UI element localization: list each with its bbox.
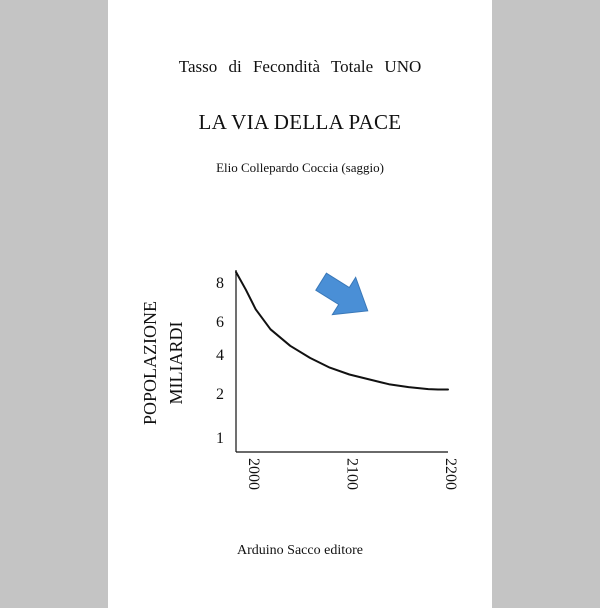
y-axis-label-unit: MILIARDI (166, 321, 186, 405)
y-tick-label: 4 (216, 347, 224, 364)
y-tick-label: 8 (216, 275, 224, 292)
y-tick-label: 1 (216, 430, 224, 447)
publisher-name: Arduino Sacco editore (237, 543, 363, 558)
author-line: Elio Collepardo Coccia (saggio) (216, 160, 384, 175)
x-tick-label: 2100 (343, 458, 361, 490)
x-tick-label: 2200 (442, 458, 460, 490)
y-axis-label-population: POPOLAZIONE (140, 301, 160, 425)
x-tick-label: 2000 (244, 458, 262, 490)
population-chart (108, 0, 492, 608)
y-tick-label: 6 (216, 314, 224, 331)
book-cover (108, 0, 492, 608)
series-title: Tasso di Fecondità Totale UNO (178, 57, 422, 76)
book-title: LA VIA DELLA PACE (198, 110, 402, 134)
down-right-arrow-icon (309, 263, 379, 329)
y-tick-label: 2 (216, 386, 224, 403)
